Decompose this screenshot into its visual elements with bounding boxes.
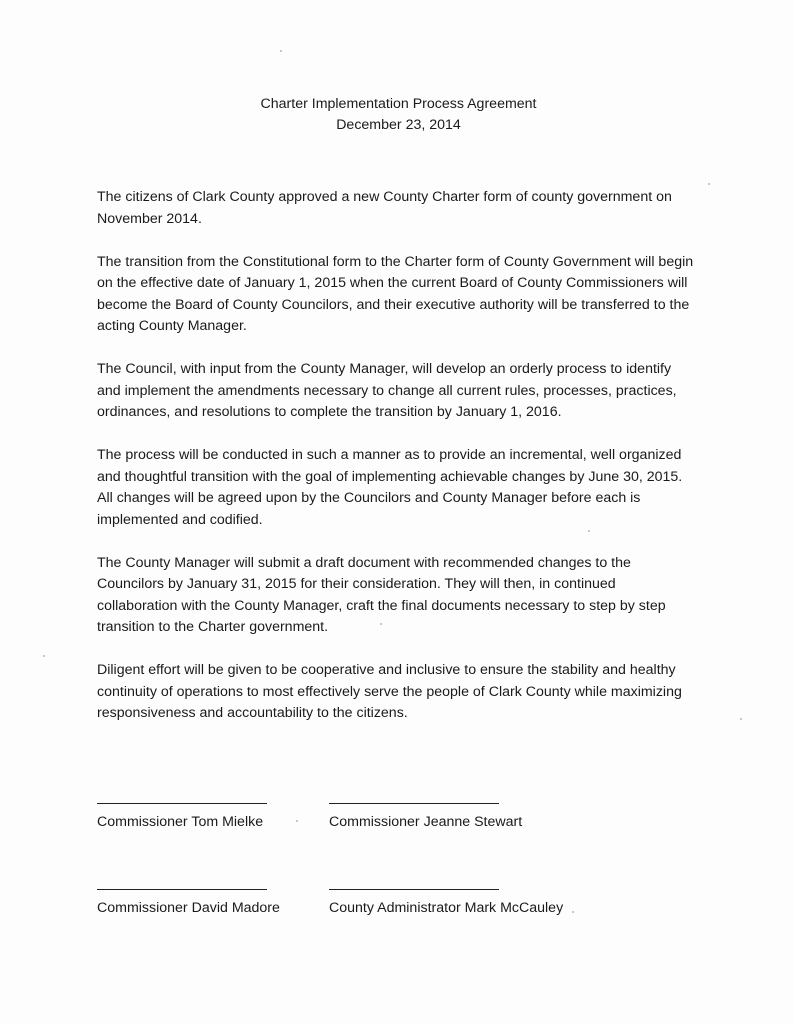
signature-name: Commissioner Jeanne Stewart [329,814,523,830]
signature-name: Commissioner David Madore [97,900,280,916]
signature-name: County Administrator Mark McCauley [329,900,564,916]
signature-line [97,889,267,890]
document-date: December 23, 2014 [336,117,461,133]
scan-speck [43,655,45,657]
scan-speck [588,530,590,532]
signature-name: Commissioner Tom Mielke [97,814,264,830]
signature-block-stewart [329,803,522,831]
signature-line [329,803,499,804]
signature-block-mielke [97,803,267,831]
scan-speck [572,911,574,913]
scan-speck [380,623,382,625]
scan-speck [280,50,282,52]
scan-speck [708,183,710,185]
document-header [0,94,793,136]
paragraph-draft-document: The County Manager will submit a draft document with recommended changes to the Councilors by January 31, 2015 for their consideration. They will then, in continued collaboration with the County Manager, craft the final documents necessary to step by step transition to the Charter government. [97,554,666,635]
signature-block-mccauley [329,889,563,917]
signature-line [329,889,499,890]
paragraph-transition: The transition from the Constitutional form to the Charter form of County Government will begin on the effective date of January 1, 2015 when the current Board of County Commissioners will become the Board of County Councilors, and their executive authority will be transferred to the acting County Manager. [97,253,694,334]
scan-speck [296,820,298,822]
paragraph-council-process: The Council, with input from the County Manager, will develop an orderly process to identify and implement the amendments necessary to change all current rules, processes, practices, ordinances, and resolutions to complete the transition by January 1, 2016. [97,361,677,420]
document-body [97,187,697,746]
paragraph-approval: The citizens of Clark County approved a new County Charter form of county government on November 2014. [97,189,672,227]
signature-block-madore [97,889,280,917]
document-title: Charter Implementation Process Agreement [260,96,537,112]
paragraph-process-manner: The process will be conducted in such a manner as to provide an incremental, well organized and thoughtful transition with the goal of implementing achievable changes by June 30, 2015. All changes will be agreed upon by the Councilors and County Manager before each is implemented and codified. [97,447,683,528]
scan-speck [740,718,742,720]
paragraph-diligent-effort: Diligent effort will be given to be cooperative and inclusive to ensure the stability and healthy continuity of operations to most effectively serve the people of Clark County while maximizing responsiveness and accountability to the citizens. [97,662,682,721]
signature-line [97,803,267,804]
